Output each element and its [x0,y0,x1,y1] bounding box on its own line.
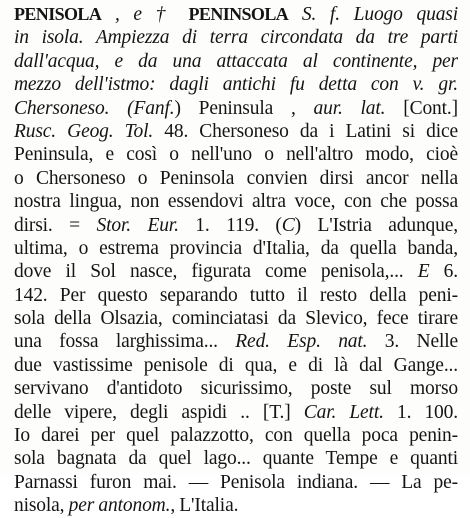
headword: PENINSOLA [188,4,289,24]
body-text: ) L'Istria adunque, [294,214,458,236]
italic-text: Car. Lett. [303,401,384,423]
dictionary-entry-penisola [14,3,458,518]
body-text: [Cont.] [385,97,458,119]
italic-text: dall'acqua, e da una attaccata al continente, per [14,50,458,72]
body-text: dirsi. = [14,214,97,236]
body-text: servivano d'antidoto sicurissimo, poste sul morso [14,378,458,400]
italic-text: C [281,214,295,236]
body-text: ) Peninsula , [174,97,314,119]
italic-text: Red. Esp. nat. [235,331,368,353]
entry-line [14,260,458,283]
entry-line [14,50,458,73]
entry-line [14,471,458,494]
entry-line [14,120,458,143]
body-text: nisola, [14,495,69,517]
entry-line [14,447,458,470]
body-text: 6. [429,261,458,283]
entry-line [14,73,458,96]
body-text: nostra lingua, non essendovi altra voce, con che possa [14,191,458,213]
entry-line [14,3,458,26]
body-text: Io darei per quel palazzotto, con quella poca penin- [14,425,458,447]
body-text: 1. 119. ( [178,214,282,236]
body-text: 142. Per questo separando tutto il resto della peni- [14,284,458,306]
body-text: ultima, o estrema provincia d'Italia, da quella banda, [14,237,458,259]
italic-text: Chersoneso. ( [14,97,134,119]
body-text: delle vipere, degli aspidi .. [ [14,401,270,423]
entry-line [14,167,458,190]
body-text: T. [269,401,285,423]
italic-text: Rusc. Geog. Tol. [14,120,154,142]
entry-line [14,330,458,353]
entry-line [14,237,458,260]
entry-line [14,377,458,400]
italic-text: S. f. Luogo quasi [288,4,458,25]
entry-line [14,143,458,166]
italic-text: Fanf. [133,97,175,119]
italic-text: per antonom. [68,495,171,517]
body-text: sola della Olsazia, cominciatasi da Slevico, fece tirare [14,308,458,330]
body-text: Parnassi furon mai. — Penisola indiana. — La pe- [14,471,458,493]
italic-text: in isola. Ampiezza di terra circondata da tre parti [14,27,458,49]
entry-line [14,307,458,330]
entry-line [14,354,458,377]
entry-line [14,284,458,307]
italic-text: , e † [101,4,189,25]
entry-line [14,26,458,49]
body-text: ] [284,401,304,423]
body-text: , L'Italia. [170,495,239,517]
entry-line [14,494,458,517]
body-text: 48. Chersoneso da i Latini si dice [153,120,458,142]
body-text: due vastissime penisole di qua, e di là dal Gange... [14,354,458,376]
headword: PENISOLA [14,4,102,24]
italic-text: aur. lat. [313,97,386,119]
italic-text: Stor. Eur. [96,214,179,236]
body-text: 1. 100. [383,401,458,423]
body-text: Peninsula, e così o nell'uno o nell'altro modo, cioè [14,144,458,166]
body-text: dove il Sol nasce, figurata come penisola,... [14,261,418,283]
entry-line [14,97,458,120]
body-text: 3. Nelle [367,331,458,353]
italic-text: mezzo dell'istmo: dagli antichi fu detta con v. gr. [14,74,458,96]
entry-line [14,214,458,237]
entry-line [14,424,458,447]
entry-line [14,190,458,213]
body-text: una fossa larghissima... [14,331,236,353]
body-text: sola bagnata da quel lago... quante Tempe e quanti [14,448,458,470]
entry-line [14,401,458,424]
body-text: o Chersoneso o Peninsola convien dirsi ancor nella [14,167,458,189]
italic-text: E [417,261,430,283]
